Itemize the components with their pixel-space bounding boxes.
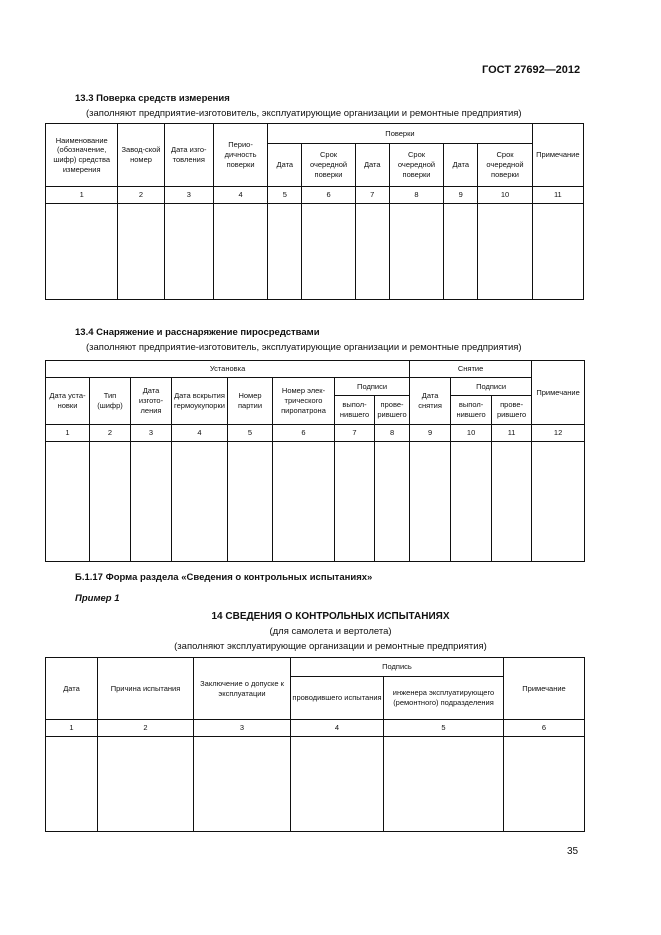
empty-cell[interactable] bbox=[164, 204, 213, 300]
column-number: 4 bbox=[213, 187, 267, 204]
col-type: Тип (шифр) bbox=[90, 378, 131, 425]
empty-cell[interactable] bbox=[355, 204, 389, 300]
col-note: Примечание bbox=[504, 658, 585, 720]
empty-cell[interactable] bbox=[504, 737, 585, 832]
col-serial-number: Завод-ской номер bbox=[118, 124, 164, 187]
col-signatures: Подписи bbox=[451, 378, 532, 396]
section-14-note: (заполняют эксплуатирующие организации и ремонтные предприятия) bbox=[174, 641, 487, 652]
col-signature: Подпись bbox=[291, 658, 504, 677]
column-number: 11 bbox=[492, 425, 532, 442]
column-number: 4 bbox=[172, 425, 228, 442]
col-checker: проверившего bbox=[375, 396, 410, 425]
column-number: 7 bbox=[355, 187, 389, 204]
section-13-3-title: 13.3 Поверка средств измерения bbox=[75, 93, 230, 104]
column-number: 1 bbox=[46, 425, 90, 442]
column-number: 1 bbox=[46, 720, 98, 737]
column-number: 11 bbox=[532, 187, 583, 204]
column-number: 3 bbox=[194, 720, 291, 737]
col-engineer: инженера эксплуатирующего (ремонтного) подразделения bbox=[384, 677, 504, 720]
col-test-conductor: проводившего испытания bbox=[291, 677, 384, 720]
empty-cell[interactable] bbox=[90, 442, 131, 562]
empty-cell[interactable] bbox=[389, 204, 443, 300]
table-pyro-equipment bbox=[45, 360, 585, 562]
empty-cell[interactable] bbox=[291, 737, 384, 832]
column-number: 5 bbox=[228, 425, 273, 442]
empty-cell[interactable] bbox=[46, 737, 98, 832]
column-number: 12 bbox=[532, 425, 585, 442]
col-next-verification: Срок очередной поверки bbox=[478, 144, 532, 187]
column-number: 10 bbox=[451, 425, 492, 442]
empty-cell[interactable] bbox=[492, 442, 532, 562]
subsection-b117-title: Б.1.17 Форма раздела «Сведения о контрольных испытаниях» bbox=[75, 572, 373, 583]
column-number: 1 bbox=[46, 187, 118, 204]
section-13-4-note: (заполняют предприятие-изготовитель, эксплуатирующие организации и ремонтные предприятия) bbox=[86, 342, 522, 353]
col-group-verifications: Поверки bbox=[268, 124, 532, 144]
group-removal: Снятие bbox=[410, 361, 532, 378]
empty-cell[interactable] bbox=[194, 737, 291, 832]
empty-cell[interactable] bbox=[131, 442, 172, 562]
column-number: 2 bbox=[118, 187, 164, 204]
col-test-reason: Причина испытания bbox=[98, 658, 194, 720]
empty-cell[interactable] bbox=[46, 204, 118, 300]
empty-cell[interactable] bbox=[532, 204, 583, 300]
col-signatures: Подписи bbox=[335, 378, 410, 396]
empty-cell[interactable] bbox=[375, 442, 410, 562]
col-checker: проверившего bbox=[492, 396, 532, 425]
col-note: Примечание bbox=[532, 361, 585, 425]
column-number: 3 bbox=[164, 187, 213, 204]
column-number: 5 bbox=[268, 187, 302, 204]
col-date: Дата bbox=[268, 144, 302, 187]
column-number: 2 bbox=[90, 425, 131, 442]
col-next-verification: Срок очередной поверки bbox=[389, 144, 443, 187]
col-admission-conclusion: Заключение о допуске к эксплуатации bbox=[194, 658, 291, 720]
col-periodicity: Периодичность поверки bbox=[213, 124, 267, 187]
column-number: 8 bbox=[375, 425, 410, 442]
column-number: 2 bbox=[98, 720, 194, 737]
column-number: 5 bbox=[384, 720, 504, 737]
column-number: 6 bbox=[302, 187, 355, 204]
empty-cell[interactable] bbox=[451, 442, 492, 562]
empty-cell[interactable] bbox=[532, 442, 585, 562]
col-manufacture-date: Дата изготоления bbox=[131, 378, 172, 425]
column-number: 9 bbox=[444, 187, 478, 204]
col-next-verification: Срок очередной поверки bbox=[302, 144, 355, 187]
example-label: Пример 1 bbox=[75, 593, 120, 604]
col-pyro-number: Номер электрического пиропатрона bbox=[273, 378, 335, 425]
section-13-4-title: 13.4 Снаряжение и расснаряжение пиросредствами bbox=[75, 327, 320, 338]
section-14-subtitle: (для самолета и вертолета) bbox=[269, 626, 392, 637]
document-code: ГОСТ 27692—2012 bbox=[482, 64, 581, 76]
col-install-date: Дата установки bbox=[46, 378, 90, 425]
col-note: Примечание bbox=[532, 124, 583, 187]
column-number: 9 bbox=[410, 425, 451, 442]
table-row bbox=[46, 204, 584, 300]
column-number: 4 bbox=[291, 720, 384, 737]
col-performer: выполнившего bbox=[335, 396, 375, 425]
empty-cell[interactable] bbox=[118, 204, 164, 300]
col-date: Дата bbox=[355, 144, 389, 187]
column-number: 7 bbox=[335, 425, 375, 442]
empty-cell[interactable] bbox=[46, 442, 90, 562]
column-number: 10 bbox=[478, 187, 532, 204]
empty-cell[interactable] bbox=[444, 204, 478, 300]
table-control-tests bbox=[45, 657, 585, 832]
col-batch-number: Номер партии bbox=[228, 378, 273, 425]
empty-cell[interactable] bbox=[213, 204, 267, 300]
empty-cell[interactable] bbox=[273, 442, 335, 562]
column-number: 6 bbox=[504, 720, 585, 737]
empty-cell[interactable] bbox=[268, 204, 302, 300]
section-14-title: 14 СВЕДЕНИЯ О КОНТРОЛЬНЫХ ИСПЫТАНИЯХ bbox=[211, 611, 450, 622]
col-seal-open-date: Дата вскрытия гермоукупорки bbox=[172, 378, 228, 425]
empty-cell[interactable] bbox=[335, 442, 375, 562]
empty-cell[interactable] bbox=[228, 442, 273, 562]
col-removal-date: Дата снятия bbox=[410, 378, 451, 425]
table-row bbox=[46, 737, 585, 832]
group-install: Установка bbox=[46, 361, 410, 378]
col-manufacture-date: Дата изготовления bbox=[164, 124, 213, 187]
column-number: 8 bbox=[389, 187, 443, 204]
empty-cell[interactable] bbox=[98, 737, 194, 832]
column-number: 6 bbox=[273, 425, 335, 442]
empty-cell[interactable] bbox=[172, 442, 228, 562]
col-date: Дата bbox=[46, 658, 98, 720]
empty-cell[interactable] bbox=[302, 204, 355, 300]
section-13-3-note: (заполняют предприятие-изготовитель, эксплуатирующие организации и ремонтные предприятия) bbox=[86, 108, 522, 119]
col-performer: выполнившего bbox=[451, 396, 492, 425]
column-number: 3 bbox=[131, 425, 172, 442]
col-date: Дата bbox=[444, 144, 478, 187]
page-number: 35 bbox=[567, 846, 579, 857]
empty-cell[interactable] bbox=[384, 737, 504, 832]
table-row bbox=[46, 442, 585, 562]
empty-cell[interactable] bbox=[478, 204, 532, 300]
table-verification bbox=[45, 123, 584, 300]
empty-cell[interactable] bbox=[410, 442, 451, 562]
col-instrument-name: Наименование (обозначение, шифр) средства измерения bbox=[46, 124, 118, 187]
